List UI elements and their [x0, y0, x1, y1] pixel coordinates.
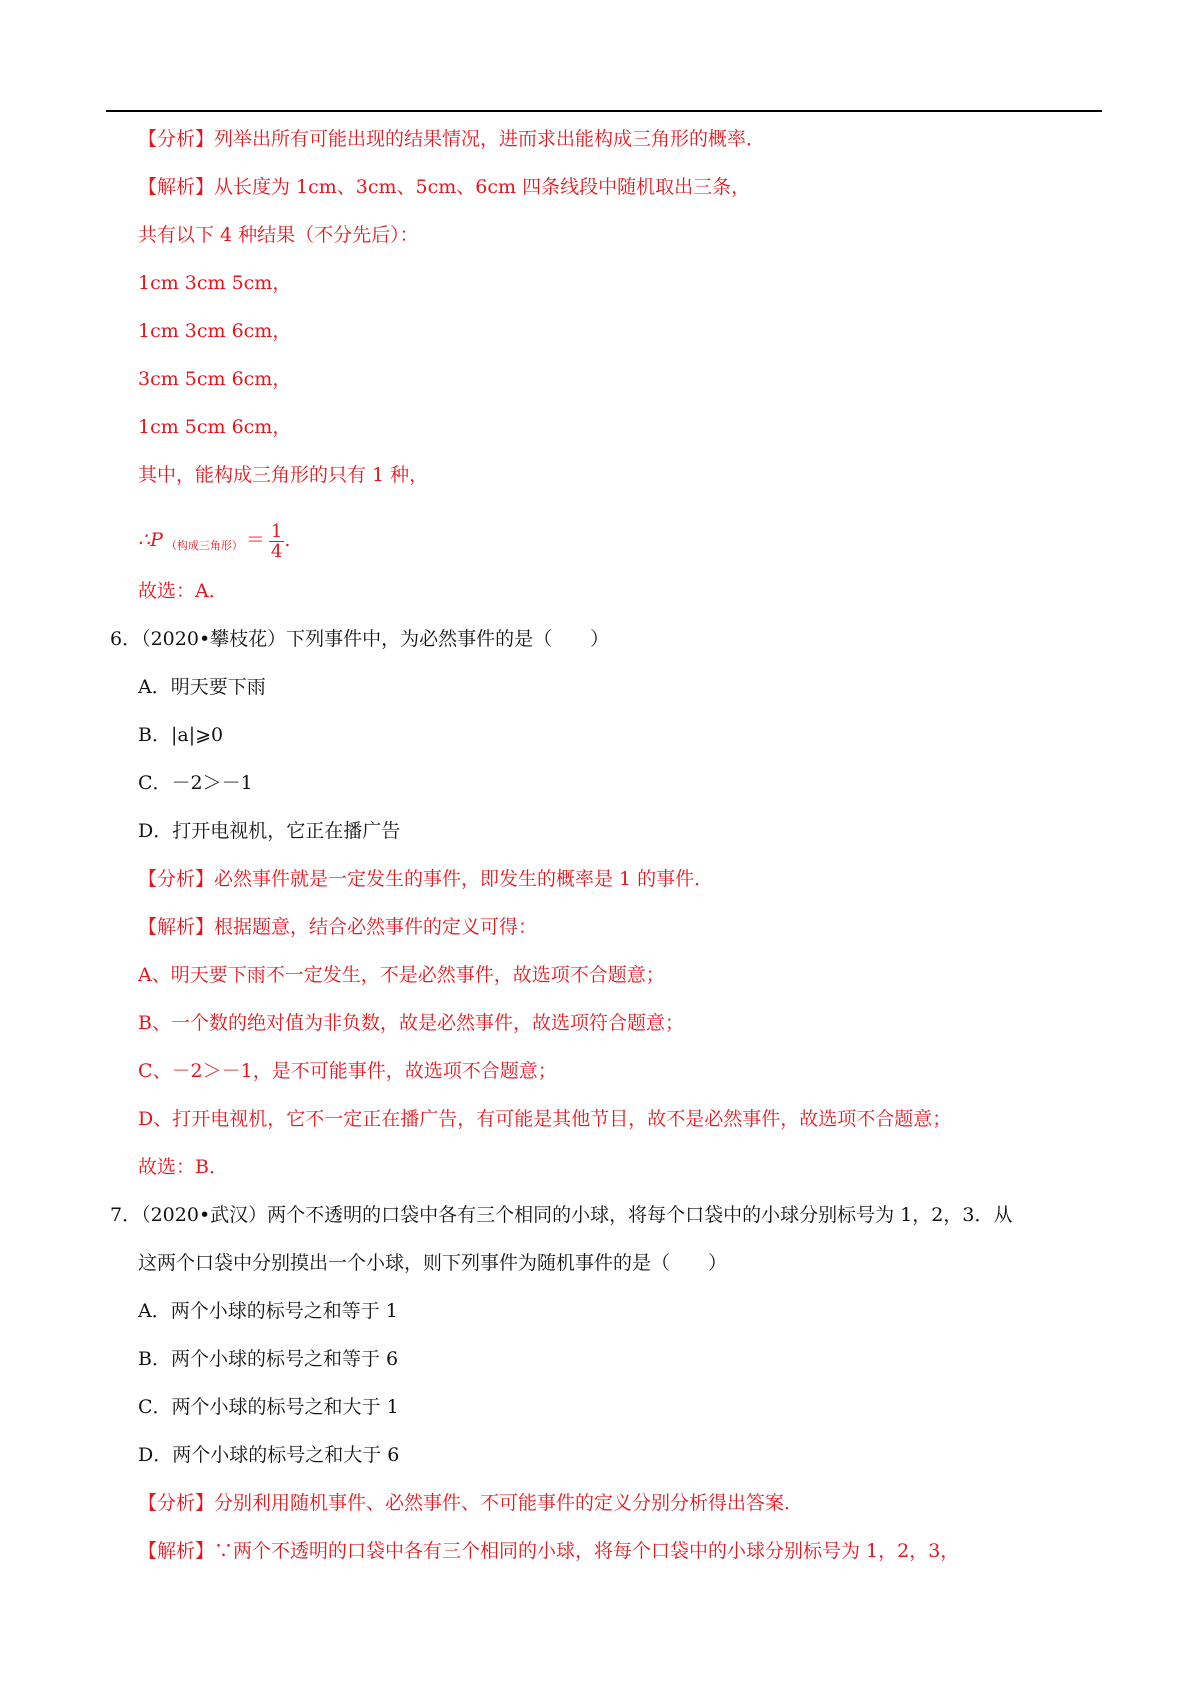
q7-option-b: B．两个小球的标号之和等于 6 — [138, 1348, 399, 1370]
q5-probability — [138, 520, 290, 566]
q7-solution-intro: 【解析】∵两个不透明的口袋中各有三个相同的小球，将每个口袋中的小球分别标号为 1，2，3， — [138, 1540, 960, 1562]
q6-option-b: B．|a|⩾0 — [138, 724, 224, 746]
q5-combo-4: 1cm 5cm 6cm， — [138, 416, 292, 438]
q6-reason-a: A、明天要下雨不一定发生，不是必然事件，故选项不合题意； — [138, 964, 665, 986]
q6-option-c: C．－2＞－1 — [138, 772, 253, 794]
q7-stem-line-1: 7．（2020•武汉）两个不透明的口袋中各有三个相同的小球，将每个口袋中的小球分别标号为 1，2，3．从 — [110, 1204, 1013, 1226]
q6-option-d: D．打开电视机，它正在播广告 — [138, 820, 401, 842]
q5-combo-2: 1cm 3cm 6cm， — [138, 320, 292, 342]
prob-denominator: 4 — [270, 540, 283, 562]
prob-subscript: （构成三角形） — [165, 539, 243, 552]
q5-only-one: 其中，能构成三角形的只有 1 种， — [138, 464, 429, 486]
q6-solution-intro: 【解析】根据题意，结合必然事件的定义可得： — [138, 916, 538, 938]
q6-analysis: 【分析】必然事件就是一定发生的事件，即发生的概率是 1 的事件． — [138, 868, 714, 890]
q7-analysis: 【分析】分别利用随机事件、必然事件、不可能事件的定义分别分析得出答案． — [138, 1492, 804, 1514]
q5-solution-intro: 【解析】从长度为 1cm、3cm、5cm、6cm 四条线段中随机取出三条， — [138, 176, 751, 198]
q7-option-c: C．两个小球的标号之和大于 1 — [138, 1396, 399, 1418]
q5-result-count: 共有以下 4 种结果（不分先后）： — [138, 224, 419, 246]
q5-combo-3: 3cm 5cm 6cm， — [138, 368, 292, 390]
prob-prefix: ∴P — [138, 529, 163, 551]
q6-option-a: A．明天要下雨 — [138, 676, 266, 698]
q6-choose: 故选：B． — [138, 1156, 228, 1178]
q5-choose: 故选：A． — [138, 580, 228, 602]
q6-reason-c: C、－2＞－1，是不可能事件，故选项不合题意； — [138, 1060, 557, 1082]
prob-numerator: 1 — [270, 520, 283, 542]
q6-reason-d: D、打开电视机，它不一定正在播广告，有可能是其他节目，故不是必然事件，故选项不合题意； — [138, 1108, 952, 1130]
header-rule — [106, 110, 1102, 112]
q7-option-d: D．两个小球的标号之和大于 6 — [138, 1444, 400, 1466]
prob-equals: ＝ — [245, 529, 265, 551]
q5-analysis: 【分析】列举出所有可能出现的结果情况，进而求出能构成三角形的概率． — [138, 128, 766, 150]
prob-fraction — [269, 522, 284, 561]
q7-option-a: A．两个小球的标号之和等于 1 — [138, 1300, 398, 1322]
q6-stem: 6．（2020•攀枝花）下列事件中，为必然事件的是（ ） — [110, 628, 610, 650]
prob-end: . — [284, 529, 291, 551]
q5-combo-1: 1cm 3cm 5cm， — [138, 272, 292, 294]
q6-reason-b: B、一个数的绝对值为非负数，故是必然事件，故选项符合题意； — [138, 1012, 684, 1034]
q7-stem-line-2: 这两个口袋中分别摸出一个小球，则下列事件为随机事件的是（ ） — [138, 1252, 728, 1274]
